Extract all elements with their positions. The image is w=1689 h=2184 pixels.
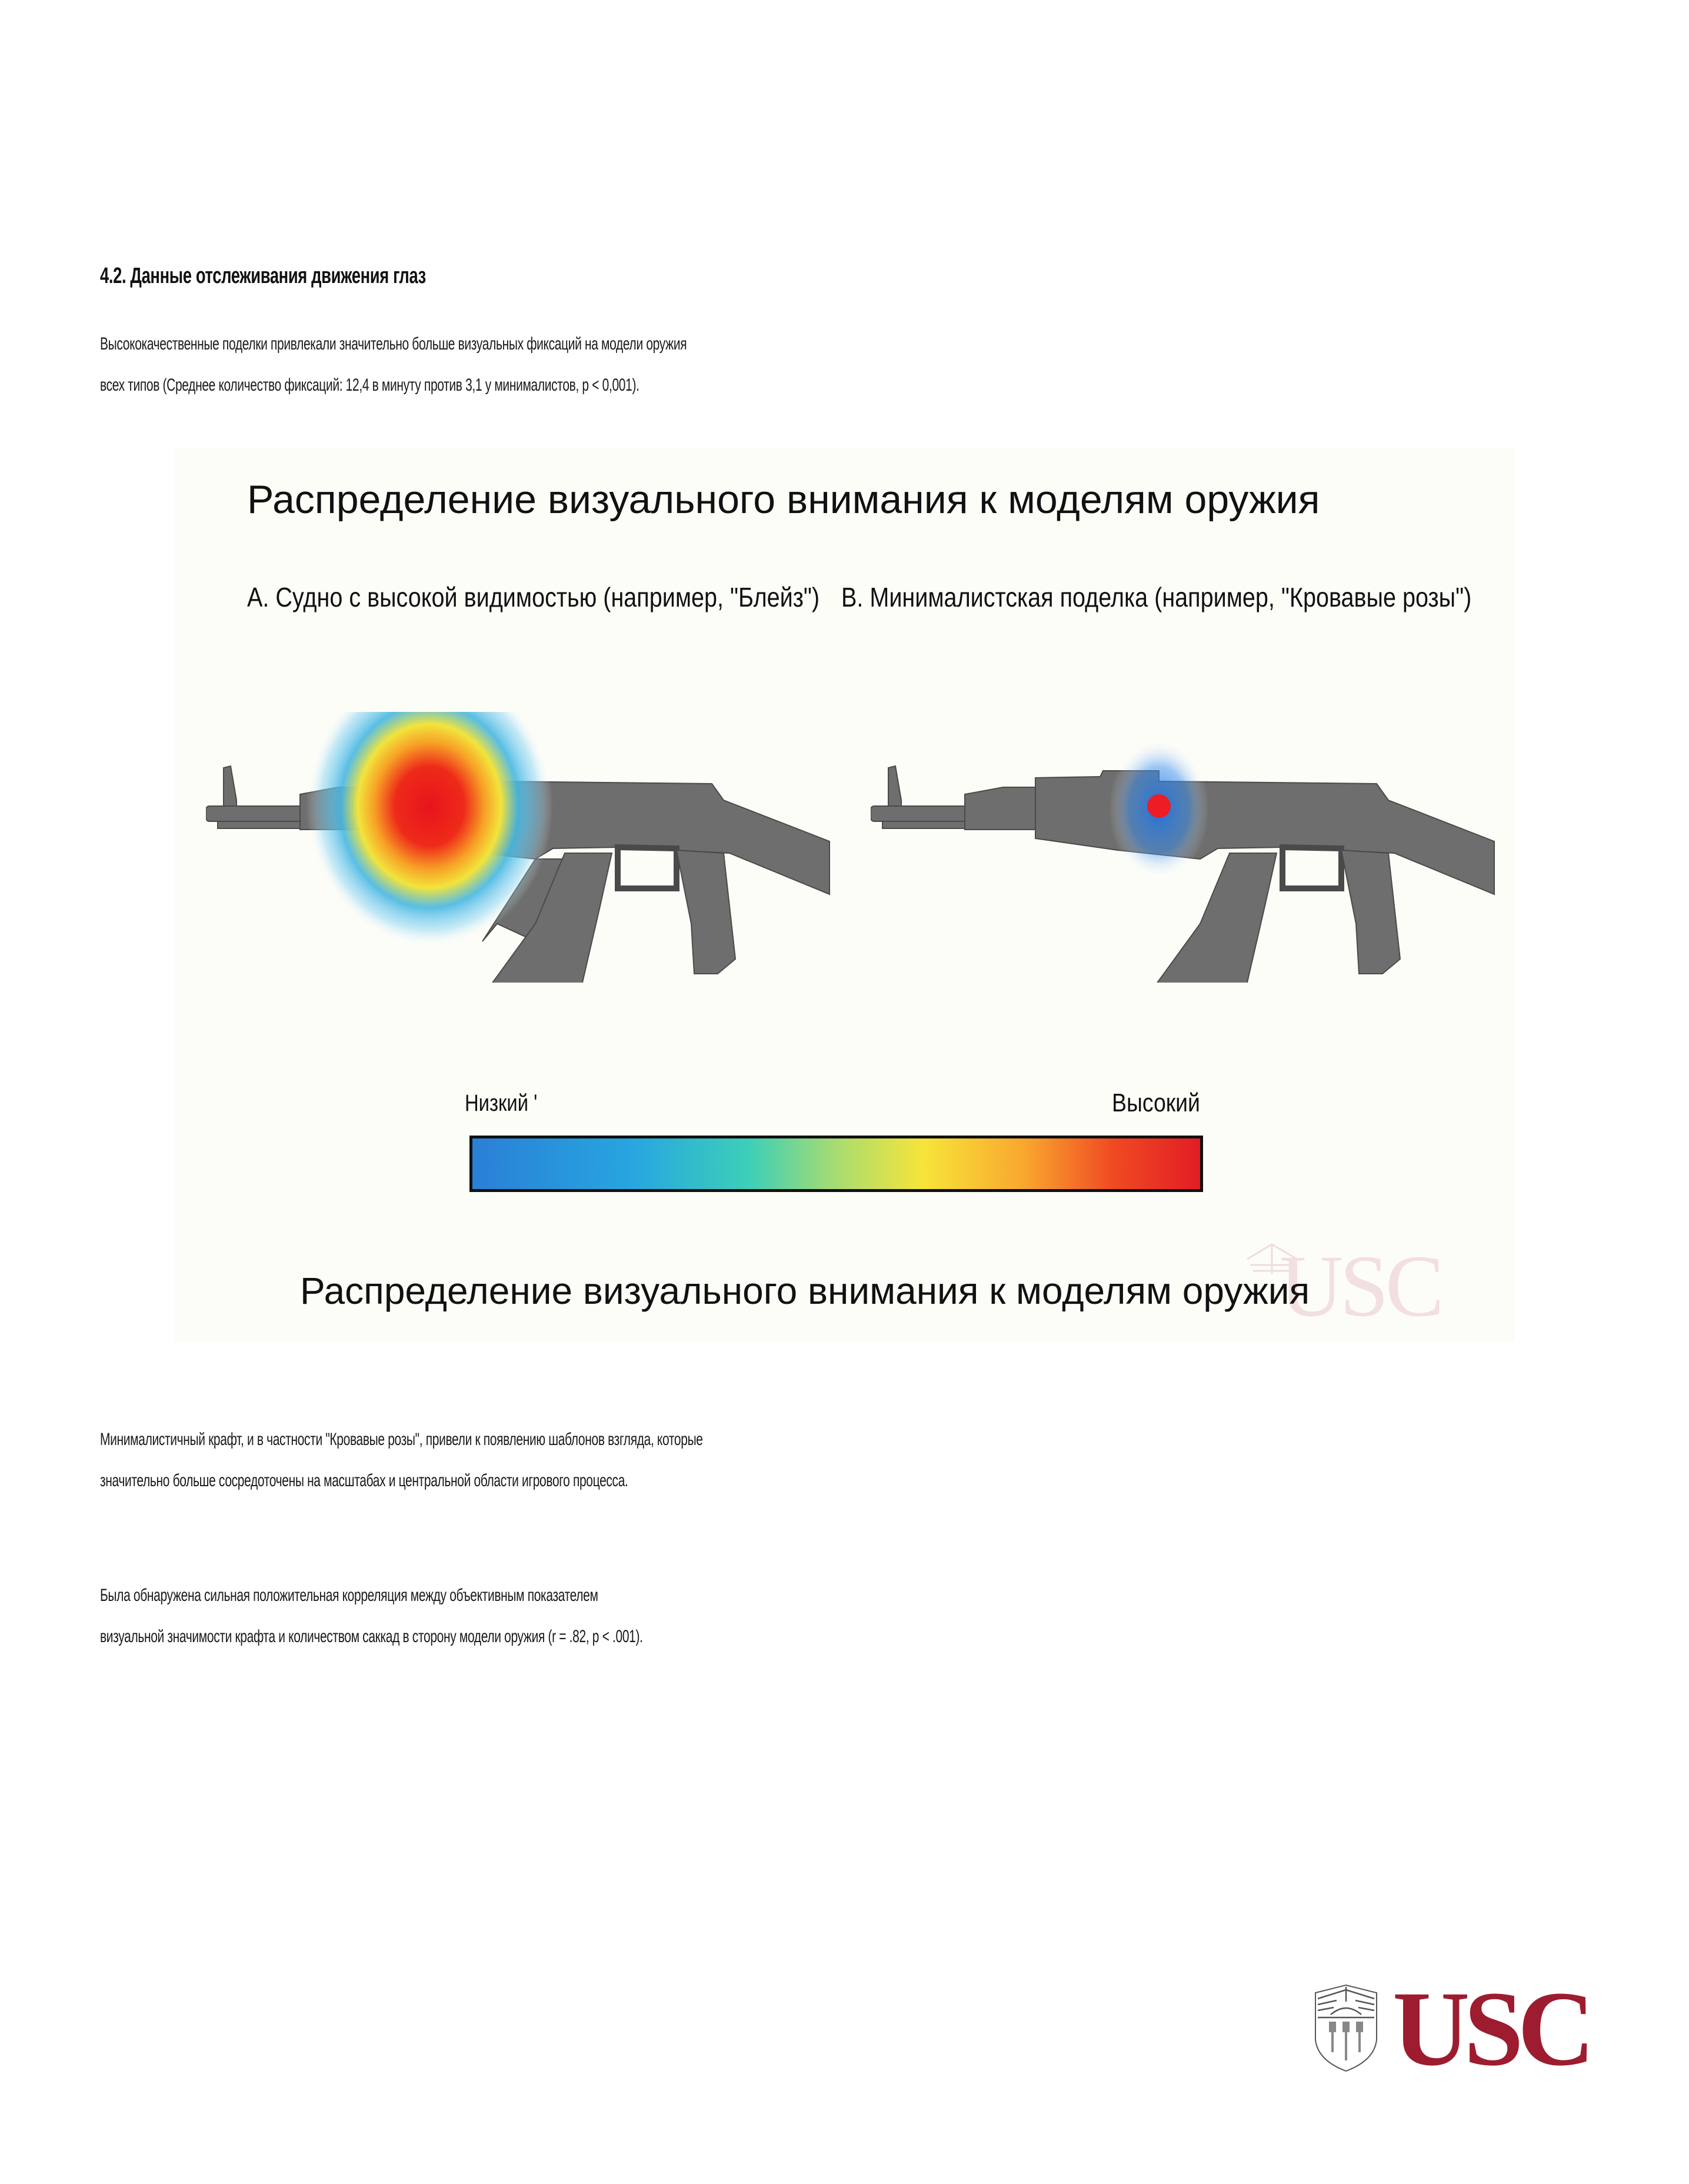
- usc-logo: [1313, 1970, 1590, 2088]
- section-heading: 4.2. Данные отслеживания движения глаз: [100, 264, 426, 288]
- usc-logo-text: USC: [1392, 1970, 1590, 2088]
- panel-b-label: B. Минималистская поделка (например, "Кровавые розы"): [841, 582, 1472, 612]
- paragraph-1-line-2: всех типов (Среднее количество фиксаций: 12,4 в минуту против 3,1 у минималистов, p < 0,001).: [100, 375, 639, 395]
- figure-bottom-title: Распределение визуального внимания к моделям оружия: [300, 1270, 1310, 1312]
- paragraph-3-line-2: визуальной значимости крафта и количеством саккад в сторону модели оружия (r = .82, p < .001).: [100, 1627, 643, 1646]
- scale-low-label: Низкий ': [465, 1090, 538, 1116]
- paragraph-3-line-1: Была обнаружена сильная положительная корреляция между объективным показателем: [100, 1586, 598, 1605]
- scale-high-label: Высокий: [1112, 1088, 1200, 1117]
- heatmap-color-scale: [469, 1136, 1203, 1192]
- figure-title: Распределение визуального внимания к моделям оружия: [247, 477, 1320, 522]
- rifle-icon-minimalist: [871, 712, 1506, 983]
- panel-a-label: A. Судно с высокой видимостью (например, "Блейз"): [247, 582, 820, 612]
- usc-crest-icon: [1313, 1984, 1379, 2072]
- paragraph-1-line-1: Высококачественные поделки привлекали значительно больше визуальных фиксаций на модели оружия: [100, 334, 687, 354]
- paragraph-2-line-2: значительно больше сосредоточены на масштабах и центральной области игрового процесса.: [100, 1471, 628, 1490]
- rifle-icon-high-visibility: [206, 712, 841, 983]
- paragraph-2-line-1: Минималистичный крафт, и в частности "Кровавые розы", привели к появлению шаблонов взгляда, которые: [100, 1430, 703, 1449]
- usc-watermark: USC: [1280, 1237, 1441, 1335]
- attention-heatmap-figure: [174, 447, 1515, 1341]
